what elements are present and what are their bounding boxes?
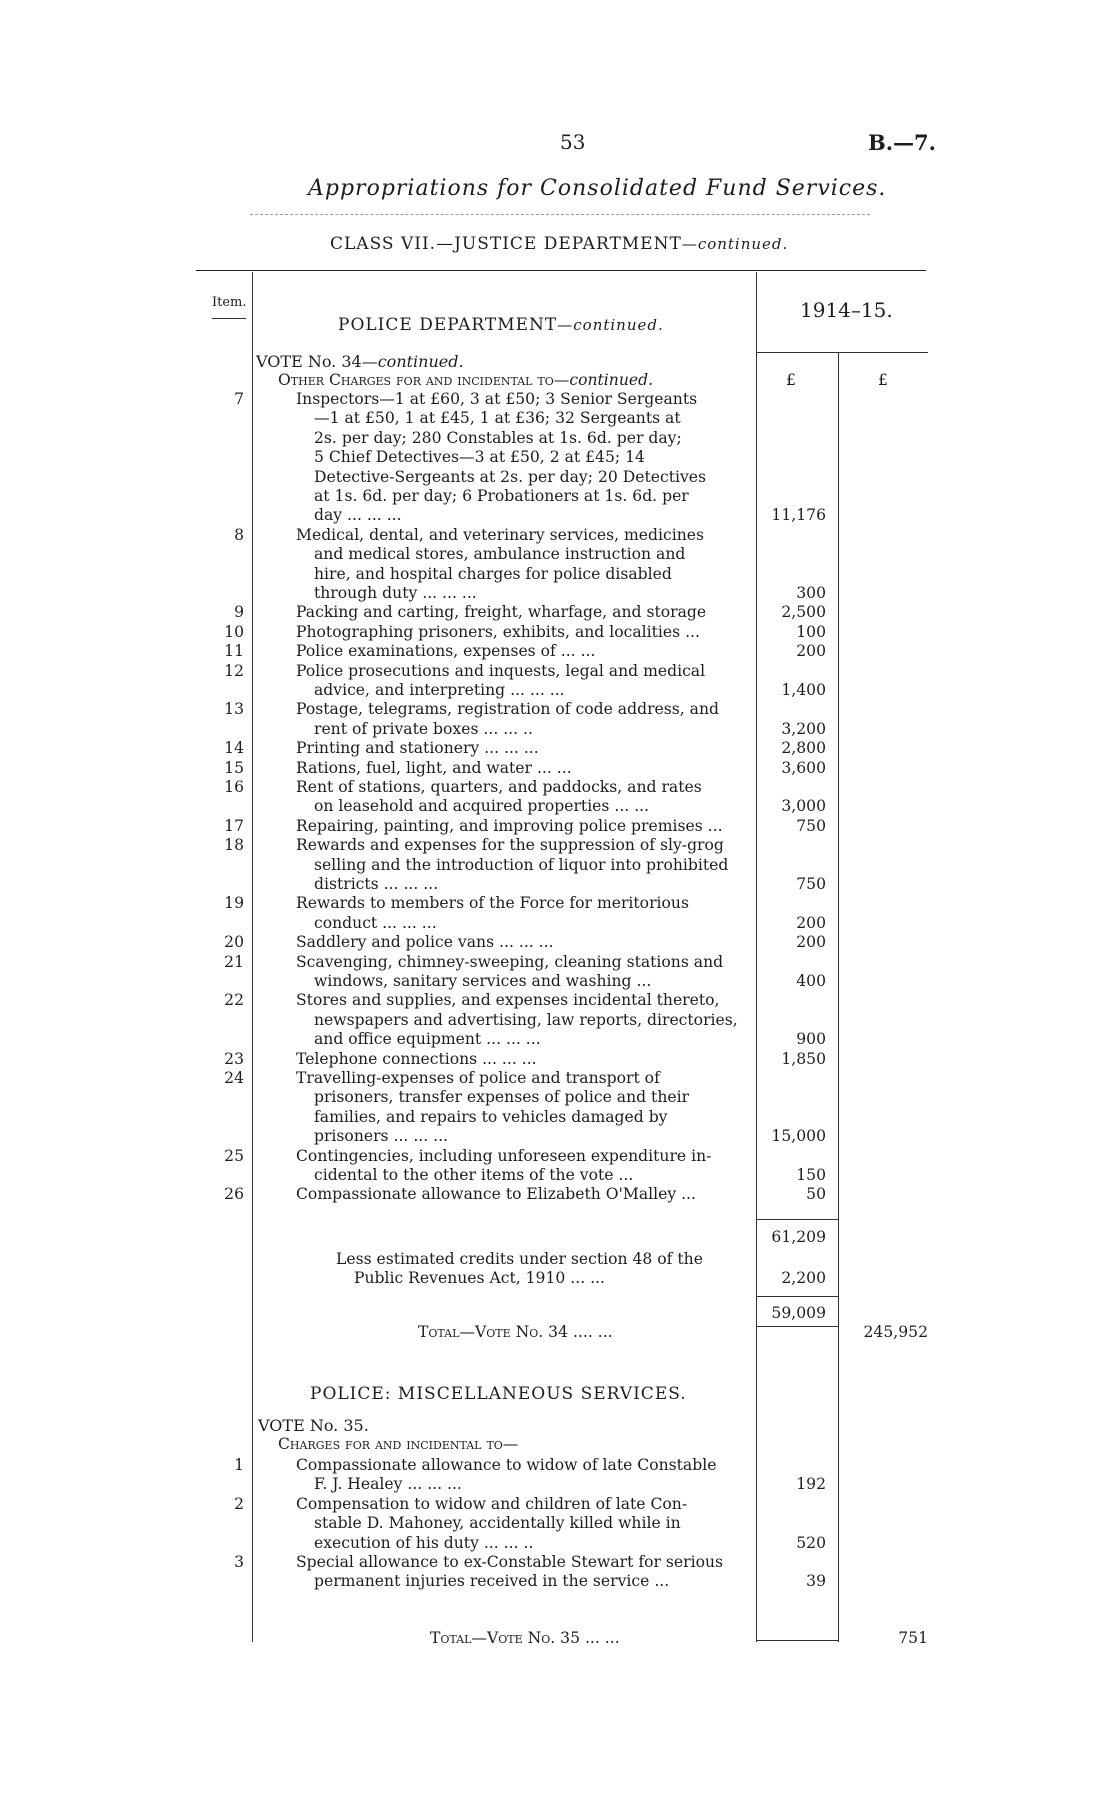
subtotal-row [0,1227,1114,1247]
item-description: Scavenging, chimney-sweeping, cleaning stations and [296,952,724,971]
item-number: 7 [234,390,244,408]
table-row [0,428,1114,448]
item-number: 19 [224,894,244,913]
item-description: day ... ... ... [314,506,402,525]
item-amount: 3,200 [781,719,826,738]
item-description: Telephone connections ... ... ... [296,1049,537,1068]
item-description: Compensation to widow and children of late Con- [296,1494,688,1513]
item-description: 5 Chief Detectives—3 at £50, 2 at £45; 14 [314,448,645,467]
table-row [0,1513,1114,1533]
item-amount: 300 [796,584,826,602]
item-description: Stores and supplies, and expenses incidental thereto, [296,991,720,1010]
item-amount: 150 [796,1166,826,1184]
item-amount: 3,600 [781,758,826,777]
table-row [0,1126,1114,1146]
table-row [0,1087,1114,1107]
item-amount: 750 [796,875,826,893]
item-description: Repairing, painting, and improving police premises ... [296,816,723,835]
item-description: Rent of stations, quarters, and paddocks, and rates [296,778,702,796]
table-row [0,1029,1114,1049]
table-row [0,699,1114,719]
item-number: 15 [224,758,244,777]
table-row [0,1474,1114,1494]
item-amount: 900 [796,1030,826,1049]
vote-34-total-row [0,1322,1114,1342]
item-description: stable D. Mahoney, accidentally killed while in [314,1514,681,1533]
table-row [0,835,1114,855]
item-amount: 15,000 [771,1127,826,1146]
item-description: Contingencies, including unforeseen expenditure in- [296,1146,712,1165]
item-description: Police examinations, expenses of ... ... [296,642,596,661]
item-number: 2 [234,1494,244,1513]
item-description: conduct ... ... ... [314,913,437,932]
vote-35-total: 751 [898,1629,928,1647]
item-description: Packing and carting, freight, wharfage, and storage [296,603,707,622]
item-number: 20 [224,933,244,952]
item-number: 18 [224,836,244,855]
item-description: rent of private boxes ... ... .. [314,719,533,738]
item-number: 9 [234,603,244,622]
item-description: execution of his duty ... ... .. [314,1533,534,1552]
item-description: Saddlery and police vans ... ... ... [296,933,554,952]
item-amount: 1,850 [781,1049,826,1068]
item-description: and office equipment ... ... ... [314,1030,541,1049]
item-number: 22 [224,991,244,1010]
table-row [0,1049,1114,1069]
item-description: and medical stores, ambulance instruction and [314,545,686,564]
table-row [0,777,1114,797]
item-amount: 39 [806,1572,826,1591]
item-number: 1 [234,1456,244,1474]
table-row [0,408,1114,428]
table-row [0,1533,1114,1553]
document-code: B.—7. [868,130,936,155]
item-amount: 200 [796,913,826,932]
page-title: Appropriations for Consolidated Fund Services. [308,176,887,201]
vote-34-label: VOTE No. 34—continued. [256,352,464,371]
item-description: Printing and stationery ... ... ... [296,739,539,758]
vote-35-section-title: POLICE: MISCELLANEOUS SERVICES. [310,1384,687,1404]
table-row [0,1107,1114,1127]
item-description: prisoners, transfer expenses of police and their [314,1088,690,1107]
table-row [0,1184,1114,1204]
item-description: hire, and hospital charges for police disabled [314,564,672,583]
credits-amount: 2,200 [781,1269,826,1287]
table-row [0,467,1114,487]
table-row [0,1552,1114,1572]
table-row [0,564,1114,584]
item-number: 26 [224,1185,244,1204]
table-row [0,544,1114,564]
item-description: F. J. Healey ... ... ... [314,1475,462,1494]
item-amount: 750 [796,816,826,835]
table-row [0,622,1114,642]
item-number: 13 [224,700,244,719]
item-amount: 50 [806,1185,826,1204]
table-row [0,874,1114,894]
item-number: 23 [224,1049,244,1068]
item-description: Travelling-expenses of police and transport of [296,1069,660,1087]
item-description: cidental to the other items of the vote ... [314,1166,634,1184]
item-description: Compassionate allowance to Elizabeth O'Malley ... [296,1185,696,1204]
item-description: Detective-Sergeants at 2s. per day; 20 Detectives [314,467,706,486]
item-number: 25 [224,1146,244,1165]
item-number: 17 [224,816,244,835]
item-description: at 1s. 6d. per day; 6 Probationers at 1s. 6d. per [314,487,689,505]
table-row [0,1494,1114,1514]
item-description: —1 at £50, 1 at £45, 1 at £36; 32 Sergeants at [314,409,681,428]
table-row [0,1068,1114,1088]
item-number: 8 [234,525,244,544]
item-description: districts ... ... ... [314,875,439,893]
item-number: 14 [224,739,244,758]
item-number: 16 [224,778,244,796]
vote-34-total: 245,952 [863,1323,928,1341]
table-row [0,893,1114,913]
table-row [0,971,1114,991]
table-row [0,389,1114,409]
vote-35-total-row [0,1628,1114,1648]
item-header-rule [212,318,246,319]
item-amount: 2,500 [781,603,826,622]
table-row [0,602,1114,622]
table-row [0,719,1114,739]
year-header-rule [756,352,928,353]
item-number: 10 [224,622,244,641]
currency-label-2: £ [878,371,888,389]
item-amount: 3,000 [781,797,826,816]
class-title: CLASS VII.—JUSTICE DEPARTMENT—continued. [330,234,789,254]
item-number: 21 [224,952,244,971]
net-row [0,1303,1114,1323]
item-description: Compassionate allowance to widow of late Constable [296,1456,717,1474]
item-amount: 11,176 [771,506,826,525]
table-top-rule [196,270,926,271]
item-column-header: Item. [212,295,247,310]
table-row [0,855,1114,875]
item-description: Rations, fuel, light, and water ... ... [296,758,572,777]
table-row [0,583,1114,603]
vote-34-total-label: Total—Vote No. 34 .... ... [418,1323,613,1341]
item-description: Medical, dental, and veterinary services, medicines [296,525,704,544]
item-amount: 400 [796,972,826,990]
table-row [0,738,1114,758]
item-description: selling and the introduction of liquor into prohibited [314,855,729,874]
item-description: Special allowance to ex-Constable Stewart for serious [296,1553,724,1571]
table-row [0,990,1114,1010]
vote-35-label: VOTE No. 35. [258,1416,369,1435]
credits-row-1 [0,1249,1114,1269]
item-description: 2s. per day; 280 Constables at 1s. 6d. per day; [314,428,682,447]
item-description: Photographing prisoners, exhibits, and localities ... [296,622,700,641]
vote-35-total-label: Total—Vote No. 35 ... ... [430,1629,620,1647]
net-rule [756,1296,838,1297]
item-description: Police prosecutions and inquests, legal and medical [296,661,706,680]
table-row [0,952,1114,972]
item-number: 3 [234,1553,244,1571]
item-amount: 200 [796,933,826,952]
table-row [0,1165,1114,1185]
item-description: permanent injuries received in the service ... [314,1572,670,1591]
table-row [0,796,1114,816]
page-number: 53 [560,130,586,154]
vote-35-charges-label: Charges for and incidental to— [278,1435,519,1453]
table-row [0,758,1114,778]
item-amount: 520 [796,1533,826,1552]
subtotal-rule [756,1219,838,1220]
item-number: 12 [224,661,244,680]
item-description: Rewards to members of the Force for meritorious [296,894,689,913]
item-description: Postage, telegrams, registration of code address, and [296,700,719,719]
item-amount: 100 [796,622,826,641]
item-amount: 192 [796,1475,826,1494]
item-description: on leasehold and acquired properties ... ... [314,797,650,816]
table-row [0,816,1114,836]
table-row [0,447,1114,467]
item-description: families, and repairs to vehicles damaged by [314,1107,668,1126]
table-row [0,680,1114,700]
table-row [0,525,1114,545]
item-number: 24 [224,1069,244,1087]
item-description: windows, sanitary services and washing ... [314,972,652,990]
item-number: 11 [224,642,244,661]
item-description: Inspectors—1 at £60, 3 at £50; 3 Senior Sergeants [296,390,698,408]
item-description: newspapers and advertising, law reports, directories, [314,1010,738,1029]
item-description: through duty ... ... ... [314,584,477,602]
table-row [0,1146,1114,1166]
table-row [0,505,1114,525]
table-row [0,1455,1114,1475]
table-row [0,661,1114,681]
table-row [0,913,1114,933]
item-description: advice, and interpreting ... ... ... [314,681,565,699]
table-row [0,1571,1114,1591]
credits-text-1: Less estimated credits under section 48 of the [336,1250,703,1268]
item-amount: 200 [796,642,826,661]
title-divider [250,214,870,215]
year-header: 1914–15. [800,298,893,322]
table-row [0,1010,1114,1030]
table-row [0,641,1114,661]
table-row [0,486,1114,506]
section-title: POLICE DEPARTMENT—continued. [338,315,664,335]
credits-row-2 [0,1268,1114,1288]
subtotal-amount: 61,209 [771,1228,826,1246]
charges-label: Other Charges for and incidental to—continued. [278,371,654,389]
item-amount: 1,400 [781,681,826,699]
credits-text-2: Public Revenues Act, 1910 ... ... [354,1269,605,1287]
item-description: Rewards and expenses for the suppression of sly-grog [296,836,724,855]
item-amount: 2,800 [781,739,826,758]
item-description: prisoners ... ... ... [314,1127,449,1146]
table-row [0,932,1114,952]
currency-label-1: £ [786,371,796,389]
net-amount: 59,009 [771,1304,826,1322]
